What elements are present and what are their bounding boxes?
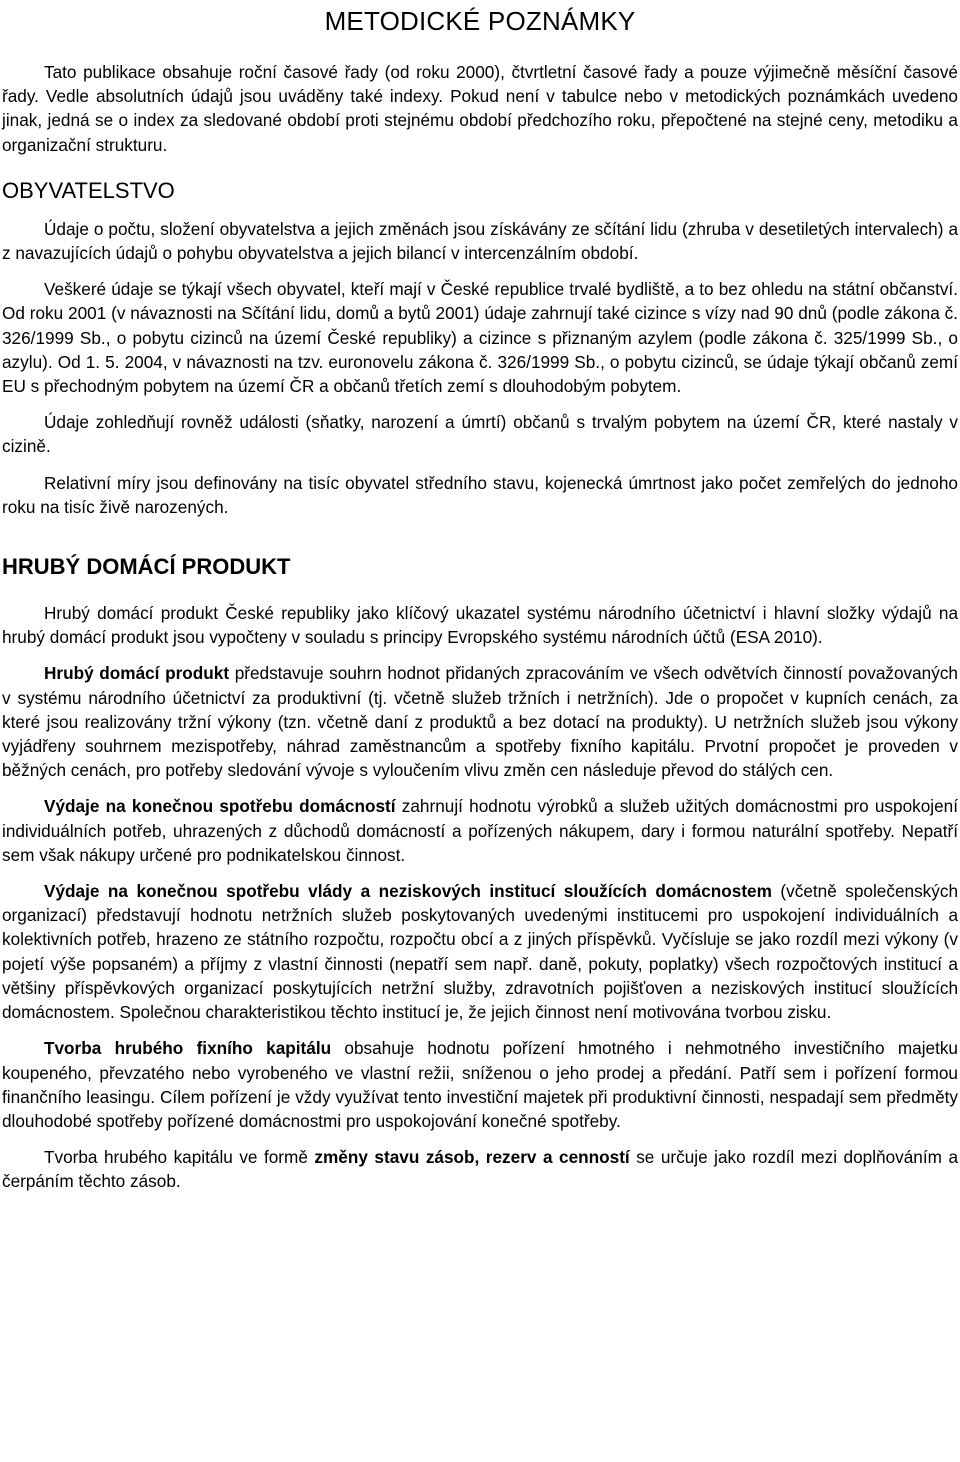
obyvatelstvo-paragraph-2: Veškeré údaje se týkají všech obyvatel, kteří mají v České republice trvalé bydliště, a to bez ohledu na státní občanství. Od roku 2001 (v návaznosti na Sčítání lidu, domů a bytů 2001) údaje zahrnují také cizince s vízy nad 90 dnů (podle zákona č. 326/1999 Sb., o pobytu cizinců na území České republiky) a cizince s přiznaným azylem (podle zákona č. 325/1999 Sb., o azylu). Od 1. 5. 2004, v návaznosti na tzv. euronovelu zákona č. 326/1999 Sb., o pobytu cizinců, se údaje týkají občanů zemí EU s přechodným pobytem na území ČR a občanů třetích zemí s dlouhodobým pobytem. (2, 279, 958, 397)
obyvatelstvo-paragraph-4: Relativní míry jsou definovány na tisíc obyvatel středního stavu, kojenecká úmrtnost jako počet zemřelých do jednoho roku na tisíc živě narozených. (2, 472, 958, 517)
intro-paragraph: Tato publikace obsahuje roční časové řady (od roku 2000), čtvrtletní časové řady a pouze výjimečně měsíční časové řady. Vedle absolutních údajů jsou uváděny také indexy. Pokud není v tabulce nebo v metodických poznámkách uvedeno jinak, jedná se o index za sledované období proti stejnému období předchozího roku, přepočtené na stejné ceny, metodiku a organizační strukturu. (2, 62, 958, 155)
term-spotreba-domacnosti: Výdaje na konečnou spotřebu domácností (44, 796, 396, 817)
hdp-paragraph-2-text: představuje souhrn hodnot přidaných zpracováním ve všech odvětvích činností považovaných v systému národního účetnictví za produktivní (tj. včetně služeb tržních i netržních). Jde o propočet v kupních cenách, za které jsou realizovány tržní výkony (tzn. včetně daní z produktů a bez dotací na produkty). U netržních služeb jsou výkony vyjádřeny souhrnem mezispotřeby, náhrad zaměstnancům a spotřeby fixního kapitálu. Prvotní propočet je proveden v běžných cenách, pro potřeby sledování vývoje s vyloučením vlivu změn cen následuje převod do stálých cen. (2, 663, 958, 781)
hdp-paragraph-3 (2, 794, 958, 867)
hdp-paragraph-4-text: (včetně společenských organizací) představují hodnotu netržních služeb poskytovaných uvedenými institucemi pro uspokojení individuálních a kolektivních potřeb, hrazeno ze státního rozpočtu, rozpočtu obcí a z jiných příspěvků. Vyčísluje se jako rozdíl mezi výkony (v pojetí výše popsaném) a příjmy z vlastní činnosti (nepatří sem např. daně, pokuty, poplatky) všech rozpočtových institucí a většiny příspěvkových organizací poskytujících netržní služby, zdravotních pojišťoven a neziskových institucí sloužících domácnostem. Společnou charakteristikou těchto institucí je, že jejich činnost není motivována tvorbou zisku. (2, 881, 959, 1023)
hdp-paragraph-5 (2, 1036, 958, 1133)
obyvatelstvo-paragraph-3: Údaje zohledňují rovněž události (sňatky, narození a úmrtí) občanů s trvalým pobytem na území ČR, které nastaly v cizině. (2, 412, 958, 457)
term-tvorba-hfk: Tvorba hrubého fixního kapitálu (44, 1038, 332, 1059)
section-heading-hdp: HRUBÝ DOMÁCÍ PRODUKT (2, 554, 291, 580)
hdp-paragraph-6-start: Tvorba hrubého kapitálu ve formě (44, 1147, 315, 1168)
section-heading-obyvatelstvo: OBYVATELSTVO (2, 177, 175, 203)
term-zmeny-zasob: změny stavu zásob, rezerv a cenností (314, 1147, 630, 1168)
hdp-paragraph-6-text: se určuje jako rozdíl mezi doplňováním a čerpáním těchto zásob. (2, 1147, 959, 1192)
hdp-paragraph-1: Hrubý domácí produkt České republiky jako klíčový ukazatel systému národního účetnictví i hlavní složky výdajů na hrubý domácí produkt jsou vypočteny v souladu s principy Evropského systému národních účtů (ESA 2010). (2, 603, 958, 648)
obyvatelstvo-paragraph-1: Údaje o počtu, složení obyvatelstva a jejich změnách jsou získávány ze sčítání lidu (zhruba v desetiletých intervalech) a z navazujících údajů o pohybu obyvatelstva a jejich bilancí v intercenzálním období. (2, 218, 958, 264)
hdp-paragraph-4 (2, 879, 958, 1024)
page-title: METODICKÉ POZNÁMKY (324, 6, 636, 36)
hdp-paragraph-6 (2, 1145, 958, 1193)
term-hdp: Hrubý domácí produkt (44, 663, 230, 684)
term-spotreba-vlady: Výdaje na konečnou spotřebu vlády a neziskových institucí sloužících domácnostem (44, 881, 772, 902)
hdp-paragraph-2 (2, 661, 958, 782)
hdp-paragraph-5-text: obsahuje hodnotu pořízení hmotného i nehmotného investičního majetku koupeného, převzatého nebo vyrobeného ve vlastní režii, sníženou o jeho prodej a předání. Patří sem i pořízení formou finančního leasingu. Cílem pořízení je vždy využívat tento investiční majetek při produktivní činnosti, nespadají sem předměty dlouhodobé spotřeby pořízené domácnostmi pro uspokojování konečné spotřeby. (2, 1038, 958, 1131)
hdp-paragraph-3-text: zahrnují hodnotu výrobků a služeb užitých domácnostmi pro uspokojení individuálních potřeb, uhrazených z důchodů domácností a pořízených nákupem, dary i formou naturální spotřeby. Nepatří sem však nákupy určené pro podnikatelskou činnost. (2, 796, 958, 865)
